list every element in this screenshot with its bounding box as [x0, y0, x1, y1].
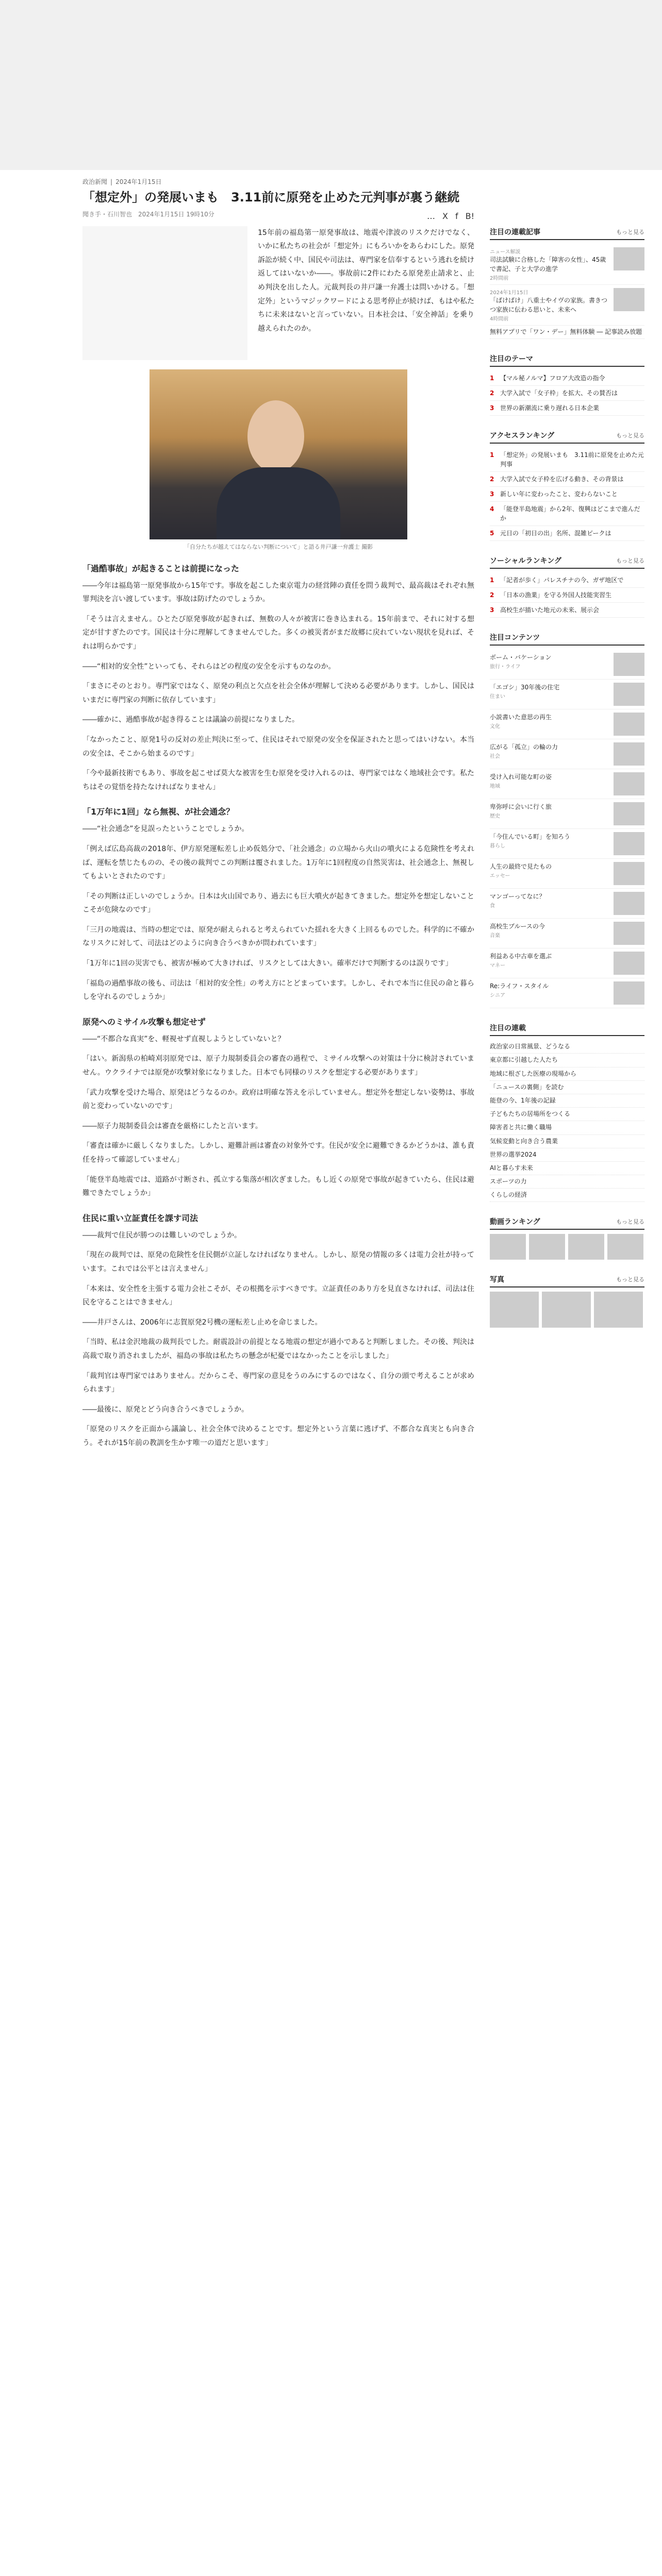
rank-number: 5	[490, 530, 494, 537]
sidebar-access-ranking	[490, 430, 644, 541]
sidebar-heading: 写真	[490, 1276, 504, 1284]
sidebar-social-ranking	[490, 555, 644, 618]
list-item[interactable]	[490, 244, 644, 285]
more-link[interactable]: もっと見る	[616, 432, 644, 439]
rank-number: 2	[490, 476, 494, 483]
paragraph: 「今や最新技術でもあり、事故を起こせば莫大な被害を生む原発を受け入れるのは、専門家ではなく地域社会です。私たちはその覚悟を持たなければなりません」	[82, 769, 474, 791]
article-meta: 政治新聞 | 2024年1月15日	[82, 178, 162, 185]
list-item[interactable]	[490, 919, 644, 948]
sidebar-heading: 注目の連載記事	[490, 228, 540, 236]
rank-text: 高校生が描いた地元の未来、展示会	[500, 606, 600, 614]
list-item[interactable]	[490, 526, 644, 541]
rank-number: 3	[490, 404, 494, 412]
paragraph: ――“不都合な真実”を、軽視せず直視しようとしていないと？	[82, 1035, 285, 1043]
item-title: 受け入れ可能な町の姿	[490, 773, 552, 781]
item-title: 人生の最終で見たもの	[490, 863, 552, 871]
list-item[interactable]	[490, 573, 644, 588]
list-item[interactable]	[490, 739, 644, 769]
list-item[interactable]	[490, 386, 644, 401]
article-title: 「想定外」の発展いまも 3.11前に原発を止めた元判事が裏う継続	[82, 190, 460, 205]
item-thumbnail	[614, 247, 644, 270]
item-sub: 食	[490, 903, 495, 909]
item-kicker: ニュース解説	[490, 249, 521, 255]
section-heading-3: 原発へのミサイル攻撃も想定せず	[82, 1016, 206, 1027]
paragraph: 「当時、私は金沢地裁の裁判長でした。耐震設計の前提となる地震の想定が過小であると判断しました。その後、判決は高裁で取り消されましたが、福島の事故は私たちの懸念が杞憂ではなかったことを示しました」	[82, 1338, 474, 1360]
rank-text: 世界の新潮流に乗り遅れる日本企業	[500, 404, 600, 412]
facebook-share-icon[interactable]: f	[455, 211, 458, 221]
lead-paragraph: 15年前の福島第一原発事故は、地震や津波のリスクだけでなく、いかに私たちの社会が「想定外」にもろいかをあらわにした。原発訴訟が続く中、国民や司法は、専門家を信奉するという逃れを続け返してはいないか――。事故前に2件にわたる原発差止請求と、止め判決を出した人。元裁判長の井戸謙一弁護士は問いかける。「想定外」というマジックワードによる思考停止が続けば、もはや私たちに未来はないと言っていない。日本社会は、「安全神話」を乗り越えられたのか。	[258, 228, 474, 333]
item-title: 卑弥呼に会いに行く旅	[490, 803, 552, 811]
list-item[interactable]	[490, 371, 644, 386]
item-sub: マネー	[490, 963, 505, 969]
rank-text: 「能登半島地震」から2年、復興はどこまで進んだか	[500, 505, 640, 522]
item-sub: 歴史	[490, 814, 500, 820]
sidebar-heading: アクセスランキング	[490, 432, 555, 440]
item-title: 「今住んでいる町」を知ろう	[490, 833, 571, 841]
item-thumbnail	[614, 832, 644, 855]
rank-number: 1	[490, 375, 494, 382]
link-item[interactable]: 気候変動と向き合う農業	[490, 1135, 644, 1148]
paragraph: 「1万年に1回の災害でも、被害が極めて大きければ、リスクとしては大きい。確率だけで判断するのは誤りです」	[82, 959, 453, 968]
item-thumbnail	[614, 922, 644, 945]
list-item[interactable]	[490, 978, 644, 1008]
app-banner-link[interactable]: 無料アプリで「ワン・デー」無料体験 ― 記事読み放題	[490, 326, 644, 339]
sidebar-links	[490, 1023, 644, 1202]
item-thumbnail	[614, 952, 644, 975]
paragraph: ――“社会通念”を見誤ったということでしょうか。	[82, 825, 249, 834]
paragraph: 「福島の過酷事故の後も、司法は「相対的安全性」の考え方にとどまっています。しかし、それで本当に住民の命と暮らしを守れるのでしょうか」	[82, 979, 474, 1002]
rank-text: 大学入試で女子枠を広げる動き、その背景は	[500, 476, 624, 483]
rank-text: 【マル秘ノルマ】フロア大改造の指令	[500, 375, 605, 382]
rank-number: 2	[490, 389, 494, 397]
link-item[interactable]: 障害者と共に働く職場	[490, 1121, 644, 1134]
list-item[interactable]	[490, 285, 644, 326]
paragraph: 「本来は、安全性を主張する電力会社こそが、その根拠を示すべきです。立証責任のあり方を見直さなければ、司法は住民を守ることはできません」	[82, 1284, 474, 1307]
more-link[interactable]: もっと見る	[616, 1276, 644, 1283]
link-item[interactable]: 子どもたちの居場所をつくる	[490, 1108, 644, 1121]
video-thumbnail[interactable]	[607, 1234, 643, 1260]
sidebar-heading: 注目のテーマ	[490, 355, 533, 364]
list-item[interactable]	[490, 502, 644, 526]
sidebar-contents	[490, 632, 644, 1008]
rank-number: 1	[490, 451, 494, 459]
paragraph: 「原発のリスクを正面から議論し、社会全体で決めることです。想定外という言葉に逃げず、不都合な真実とも向き合う。それが15年前の教訓を生かす唯一の道だと思います」	[82, 1425, 474, 1447]
section-heading-1: 「過酷事故」が起きることは前提になった	[82, 563, 240, 573]
link-item[interactable]: 地域に根ざした医療の現場から	[490, 1067, 644, 1081]
item-title: 司法試験に合格した「障害の女性」、45歳で書記、子と大学の進学	[490, 256, 606, 273]
photo-face	[247, 400, 304, 472]
paragraph: ――最後に、原発とどう向き合うべきでしょうか。	[82, 1405, 249, 1414]
sidebar-heading: 注目の連載	[490, 1024, 526, 1033]
link-item[interactable]: 「ニュースの裏側」を読む	[490, 1081, 644, 1094]
photo-caption: 「自分たちが越えてはならない判断について」と語る井戸謙一弁護士 撮影	[184, 543, 373, 550]
list-item[interactable]	[490, 769, 644, 799]
item-title: マンゴーってなに？	[490, 893, 545, 901]
item-sub: エッセー	[490, 873, 510, 879]
item-sub: 文化	[490, 724, 500, 730]
sidebar-heading: ソーシャルランキング	[490, 557, 562, 566]
item-title: 広がる「孤立」の輪の力	[490, 743, 558, 751]
paragraph: 「能登半島地震では、道路が寸断され、孤立する集落が相次ぎました。もし近くの原発で事故が起きていたら、住民は避難できたでしょうか」	[82, 1175, 474, 1198]
article-category[interactable]: 政治新聞	[82, 178, 108, 185]
item-thumbnail	[614, 713, 644, 736]
list-item[interactable]	[490, 650, 644, 680]
rank-number: 2	[490, 591, 494, 599]
paragraph: ――確かに、過酷事故が起き得ることは議論の前提になりました。	[82, 716, 299, 724]
item-thumbnail	[614, 862, 644, 885]
paragraph: 「裁判官は専門家ではありません。だからこそ、専門家の意見をうのみにするのではなく、自分の頭で考えることが求められます」	[82, 1371, 474, 1394]
sidebar-heading: 動画ランキング	[490, 1218, 540, 1227]
item-sub: 暮らし	[490, 843, 505, 850]
paragraph: 「審査は確かに厳しくなりました。しかし、避難計画は審査の対象外です。住民が安全に避難できるかどうかは、誰も責任を持って確認していません」	[82, 1142, 474, 1164]
link-item[interactable]: くらしの経済	[490, 1189, 644, 1202]
list-item[interactable]	[490, 487, 644, 502]
item-title: 高校生ブルースの今	[490, 923, 545, 930]
paragraph: 「例えば広島高裁の2018年、伊方原発運転差し止め仮処分で、「社会通念」の立場から火山の噴火による危険性を考えれば、運転を禁じたものの、その後の裁判でこの判断は覆されました。1万年に1回程度の自然災害は、社会通念上、無視してもよいとされたのです」	[82, 844, 474, 881]
item-sub: シニア	[490, 993, 505, 999]
x-share-icon[interactable]: X	[442, 211, 448, 221]
more-link[interactable]: もっと見る	[616, 229, 644, 235]
rank-text: 「記者が歩く」パレスチナの今、ガザ地区で	[500, 577, 624, 584]
sidebar-photos	[490, 1274, 644, 1328]
sidebar	[490, 227, 644, 1342]
item-time: 4時間前	[490, 316, 509, 322]
paragraph: ――原子力規制委員会は審査を厳格にしたと言います。	[82, 1122, 262, 1130]
list-item[interactable]	[490, 859, 644, 889]
sidebar-theme	[490, 353, 644, 416]
section-heading-4: 住民に重い立証責任を課す司法	[82, 1213, 198, 1223]
article-date: 2024年1月15日	[115, 178, 162, 185]
lead-section	[82, 226, 474, 360]
item-time: 2時間前	[490, 276, 509, 281]
more-link[interactable]: もっと見る	[616, 557, 644, 565]
comment-icon[interactable]: …	[427, 211, 435, 221]
video-thumbnail[interactable]	[568, 1234, 604, 1260]
paragraph: 「まさにそのとおり。専門家ではなく、原発の利点と欠点を社会全体が理解して決める必要があります。しかし、国民はいまだに専門家の判断に依存しています」	[82, 682, 474, 704]
list-item[interactable]	[490, 889, 644, 919]
paragraph: ――井戸さんは、2006年に志賀原発2号機の運転差し止めを命じました。	[82, 1318, 322, 1327]
list-item[interactable]	[490, 680, 644, 709]
item-title: 小説書いた意思の再生	[490, 714, 552, 721]
item-sub: 社会	[490, 754, 500, 760]
list-item[interactable]	[490, 401, 644, 416]
item-title: 「エゴシ」30年後の住宅	[490, 684, 560, 691]
list-item[interactable]	[490, 709, 644, 739]
rank-number: 3	[490, 490, 494, 498]
rank-text: 新しい年に変わったこと、変わらないこと	[500, 490, 618, 498]
video-thumbnail[interactable]	[490, 1234, 526, 1260]
rank-text: 「想定外」の発展いまも 3.11前に原発を止めた元判事	[500, 451, 644, 468]
paragraph: 「その判断は正しいのでしょうか。日本は火山国であり、過去にも巨大噴火が起きてきました。想定外を想定しないことこそが危険なのです」	[82, 892, 474, 914]
link-item[interactable]: 世界の選挙2024	[490, 1148, 644, 1162]
item-thumbnail	[614, 892, 644, 915]
paragraph: 「現在の裁判では、原発の危険性を住民側が立証しなければなりません。しかし、原発の情報の多くは電力会社が持っています。これでは公平とは言えません」	[82, 1251, 474, 1273]
link-item[interactable]: 東京都に引越した人たち	[490, 1054, 644, 1067]
list-item[interactable]	[490, 603, 644, 618]
link-item[interactable]: 政治家の日常風景、どうなる	[490, 1040, 644, 1054]
sidebar-video-ranking	[490, 1216, 644, 1260]
item-kicker: 2024年1月15日	[490, 290, 528, 296]
article-byline: 聞き手・石川智也 2024年1月15日 19時10分	[82, 210, 214, 218]
photo-thumbnail[interactable]	[594, 1292, 643, 1328]
photo-body	[217, 467, 340, 539]
list-item[interactable]	[490, 829, 644, 859]
item-title: ボーム・バケーション	[490, 654, 552, 662]
photo-thumbnail[interactable]	[542, 1292, 591, 1328]
item-thumbnail	[614, 802, 644, 825]
item-sub: 住まい	[490, 694, 505, 700]
paragraph: 「なかったこと、原発1号の反対の差止判決に至って、住民はそれで原発の安全を保証されたと思ってはいけない。本当の安全は、そこから始まるのです」	[82, 735, 474, 758]
rank-text: 「日本の漁業」を守る外国人技能実習生	[500, 591, 612, 599]
rank-number: 3	[490, 606, 494, 614]
link-item[interactable]: スポーツの力	[490, 1175, 644, 1189]
item-sub: 音楽	[490, 933, 500, 939]
sidebar-heading: 注目コンテンツ	[490, 634, 540, 642]
item-title: 利益ある中古車を選ぶ	[490, 953, 552, 960]
link-item[interactable]: AIと暮らす未来	[490, 1162, 644, 1175]
section-heading-2: 「1万年に1回」なら無視、が社会通念？	[82, 807, 235, 817]
photo-thumbnail[interactable]	[490, 1292, 539, 1328]
item-thumbnail	[614, 981, 644, 1005]
item-title: 「ばけばけ」八重士やイヴの家族。書きつつ家族に伝わる思いと、未来へ	[490, 297, 608, 313]
item-title: Re:ライフ・スタイル	[490, 982, 549, 990]
sidebar-latest	[490, 227, 644, 339]
item-thumbnail	[614, 653, 644, 676]
article-photo[interactable]	[150, 369, 407, 539]
list-item[interactable]	[490, 948, 644, 978]
item-thumbnail	[614, 288, 644, 311]
list-item[interactable]	[490, 448, 644, 472]
ad-slot[interactable]	[82, 226, 247, 360]
rank-text: 大学入試で「女子枠」を拡大、その賛否は	[500, 389, 618, 397]
paragraph: ――今年は福島第一原発事故から15年です。事故を起こした東京電力の経営陣の責任を問う裁判で、最高裁はそれぞれ無罪判決を言い渡しています。事故は防げたのでしょうか。	[82, 581, 474, 604]
list-item[interactable]	[490, 588, 644, 603]
video-thumbnail[interactable]	[529, 1234, 565, 1260]
item-thumbnail	[614, 772, 644, 795]
item-sub: 地域	[490, 784, 500, 790]
header-banner-area	[0, 0, 662, 170]
item-sub: 旅行・ライフ	[490, 664, 521, 670]
item-thumbnail	[614, 683, 644, 706]
rank-number: 1	[490, 577, 494, 584]
paragraph: 「はい。新潟県の柏崎刈羽原発では、原子力規制委員会の審査の過程で、ミサイル攻撃への対策は十分に検討されていません。ウクライナでは原発が攻撃対象になりました。日本でも同様のリスクを想定する必要があります」	[82, 1055, 474, 1077]
paragraph: 「武力攻撃を受けた場合、原発はどうなるのか。政府は明確な答えを示していません。想定外を想定しない姿勢は、事故前と変わっていないのです」	[82, 1088, 474, 1111]
list-item[interactable]	[490, 472, 644, 487]
bookmark-icon[interactable]: B!	[465, 211, 474, 221]
paragraph: ――裁判で住民が勝つのは難しいのでしょうか。	[82, 1231, 241, 1240]
article-column	[82, 175, 474, 1456]
rank-text: 元日の「初日の出」名所、混雑ピークは	[500, 530, 611, 537]
paragraph: 「そうは言えません。ひとたび原発事故が起きれば、無数の人々が被害に巻き込まれる。15年前まで、それに対する想定が甘すぎたのです。国民は十分に理解してきませんでした。多くの被災者がまだ故郷に戻れていない現状を見れば、それは明らかです」	[82, 615, 474, 651]
list-item[interactable]	[490, 799, 644, 829]
paragraph: ――“相対的安全性”といっても、それらはどの程度の安全を示すものなのか。	[82, 662, 336, 671]
item-thumbnail	[614, 742, 644, 766]
link-item[interactable]: 能登の今、1年後の記録	[490, 1094, 644, 1108]
paragraph: 「三月の地震は、当時の想定では、原発が耐えられると考えられていた揺れを大きく上回るものでした。科学的に不確かなリスクに対して、司法はどのように向き合うべきかが問われています」	[82, 925, 474, 948]
more-link[interactable]: もっと見る	[616, 1218, 644, 1226]
rank-number: 4	[490, 505, 494, 513]
